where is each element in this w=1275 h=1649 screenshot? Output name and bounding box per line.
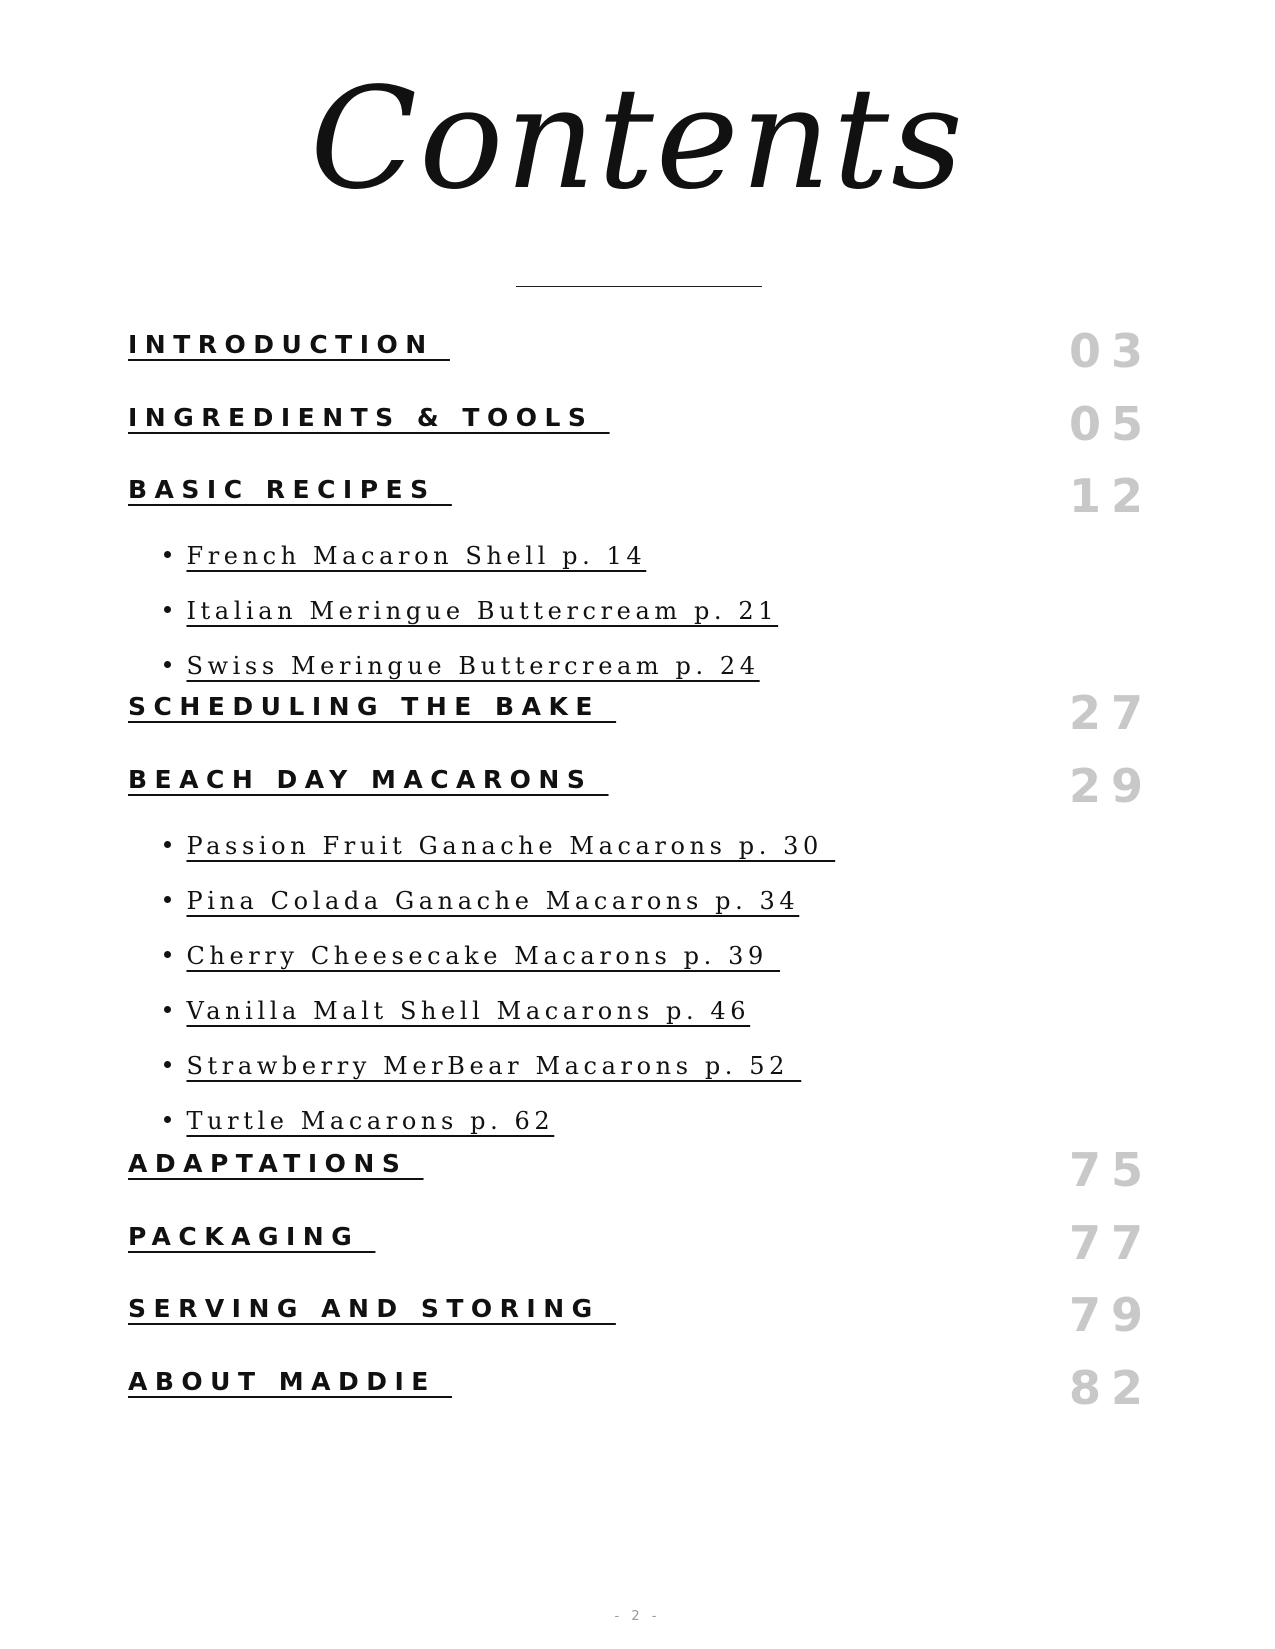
list-item bbox=[140, 859, 799, 915]
list-item bbox=[140, 1024, 801, 1080]
list-item bbox=[140, 914, 780, 970]
toc-sub-link[interactable]: Vanilla Malt Shell Macarons p. 46 bbox=[186, 997, 751, 1025]
bullet-icon bbox=[164, 1006, 171, 1013]
toc-sub-link[interactable]: Swiss Meringue Buttercream p. 24 bbox=[186, 652, 760, 680]
page-number-packaging: 77 bbox=[1068, 1216, 1153, 1270]
toc-basic-recipes[interactable]: BASIC RECIPES bbox=[128, 475, 452, 504]
page-number-about-maddie: 82 bbox=[1068, 1361, 1153, 1415]
toc-sub-link[interactable]: Turtle Macarons p. 62 bbox=[186, 1107, 555, 1135]
page-number-beach-day: 29 bbox=[1068, 759, 1153, 813]
toc-beach-day-macarons[interactable]: BEACH DAY MACARONS bbox=[128, 765, 609, 794]
toc-sub-link[interactable]: French Macaron Shell p. 14 bbox=[186, 542, 647, 570]
list-item bbox=[140, 624, 760, 680]
toc-sub-link[interactable]: Passion Fruit Ganache Macarons p. 30 bbox=[186, 832, 836, 860]
toc-sub-link[interactable]: Strawberry MerBear Macarons p. 52 bbox=[186, 1052, 802, 1080]
list-item bbox=[140, 804, 835, 860]
list-item bbox=[140, 1079, 554, 1135]
page-number-introduction: 03 bbox=[1068, 324, 1153, 378]
list-item bbox=[140, 514, 646, 570]
bullet-icon bbox=[164, 1116, 171, 1123]
page-number-scheduling: 27 bbox=[1068, 686, 1153, 740]
toc-sub-link[interactable]: Cherry Cheesecake Macarons p. 39 bbox=[186, 942, 781, 970]
bullet-icon bbox=[164, 606, 171, 613]
list-item bbox=[140, 569, 778, 625]
page-number-serving: 79 bbox=[1068, 1288, 1153, 1342]
bullet-icon bbox=[164, 661, 171, 668]
page-number-adaptations: 75 bbox=[1068, 1143, 1153, 1197]
title-divider bbox=[516, 286, 762, 287]
page-number-ingredients-tools: 05 bbox=[1068, 397, 1153, 451]
bullet-icon bbox=[164, 1061, 171, 1068]
toc-sub-link[interactable]: Italian Meringue Buttercream p. 21 bbox=[186, 597, 779, 625]
toc-sub-link[interactable]: Pina Colada Ganache Macarons p. 34 bbox=[186, 887, 800, 915]
bullet-icon bbox=[164, 951, 171, 958]
toc-scheduling-the-bake[interactable]: SCHEDULING THE BAKE bbox=[128, 692, 617, 721]
toc-ingredients-tools[interactable]: INGREDIENTS & TOOLS bbox=[128, 403, 610, 432]
bullet-icon bbox=[164, 841, 171, 848]
page-number-basic-recipes: 12 bbox=[1068, 469, 1153, 523]
list-item bbox=[140, 969, 750, 1025]
toc-about-maddie[interactable]: ABOUT MADDIE bbox=[128, 1367, 453, 1396]
page-title: Contents bbox=[310, 58, 965, 221]
bullet-icon bbox=[164, 896, 171, 903]
toc-serving-and-storing[interactable]: SERVING AND STORING bbox=[128, 1294, 616, 1323]
toc-adaptations[interactable]: ADAPTATIONS bbox=[128, 1149, 424, 1178]
toc-introduction[interactable]: INTRODUCTION bbox=[128, 330, 450, 359]
toc-packaging[interactable]: PACKAGING bbox=[128, 1222, 376, 1251]
bullet-icon bbox=[164, 551, 171, 558]
page-footer-number: - 2 - bbox=[614, 1609, 661, 1624]
